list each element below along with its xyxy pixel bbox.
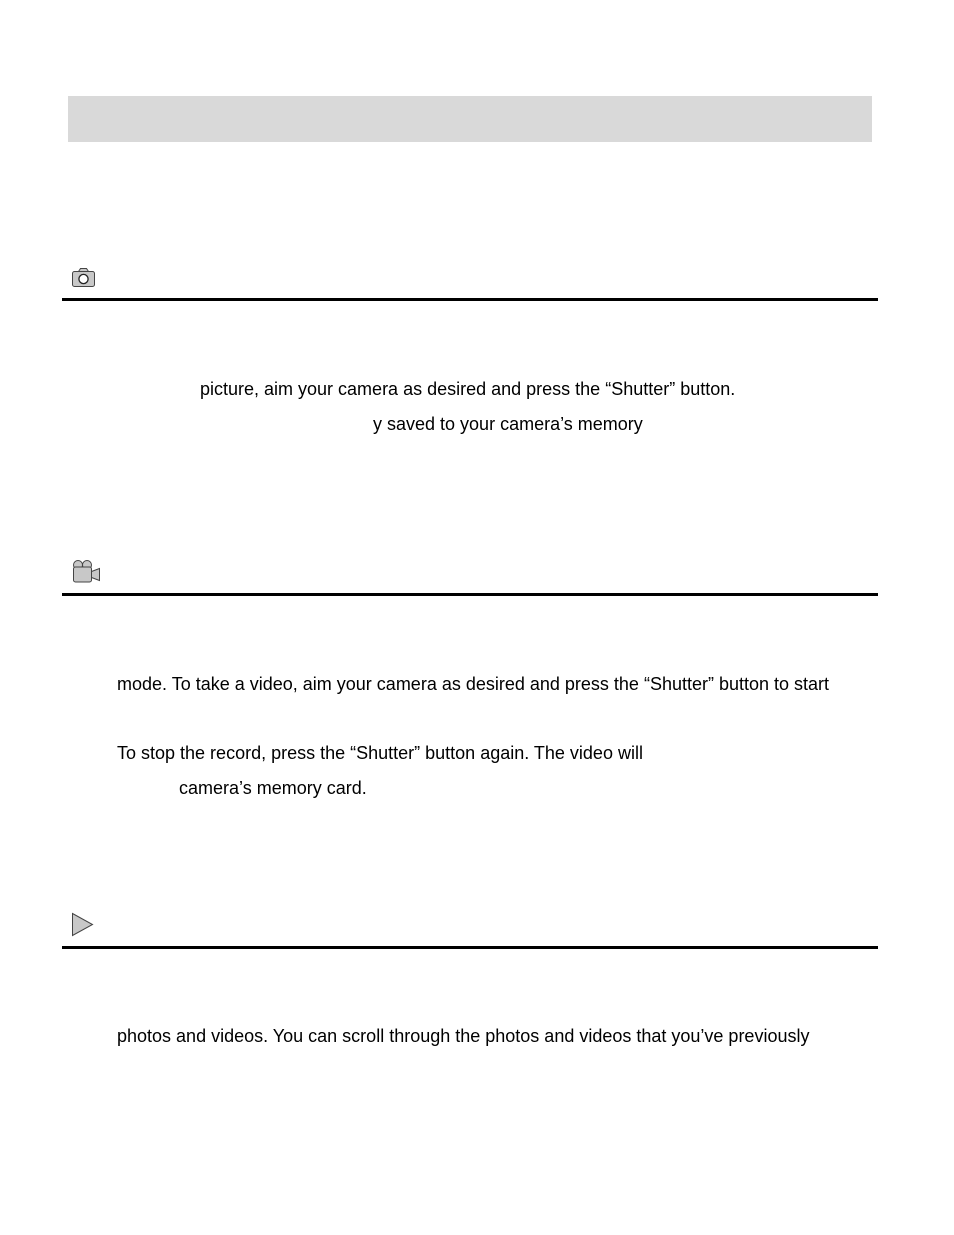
playback-section-rule bbox=[62, 946, 878, 949]
video-mode-text-line-2: To stop the record, press the “Shutter” button again. The video will bbox=[117, 743, 643, 763]
header-band bbox=[68, 96, 872, 142]
video-section-rule bbox=[62, 593, 878, 596]
photo-mode-text-line-2: y saved to your camera’s memory bbox=[373, 414, 643, 434]
photo-mode-text-line-1: picture, aim your camera as desired and press the “Shutter” button. bbox=[200, 379, 736, 399]
play-icon bbox=[70, 912, 96, 937]
video-camera-icon bbox=[71, 559, 101, 584]
video-mode-text-line-1: mode. To take a video, aim your camera as desired and press the “Shutter” button to start bbox=[117, 674, 830, 694]
photo-section-rule bbox=[62, 298, 878, 301]
camera-icon bbox=[71, 267, 96, 288]
playback-mode-text-line-1: photos and videos. You can scroll through the photos and videos that you’ve previously bbox=[117, 1026, 810, 1046]
video-mode-text-line-3: camera’s memory card. bbox=[179, 778, 367, 798]
